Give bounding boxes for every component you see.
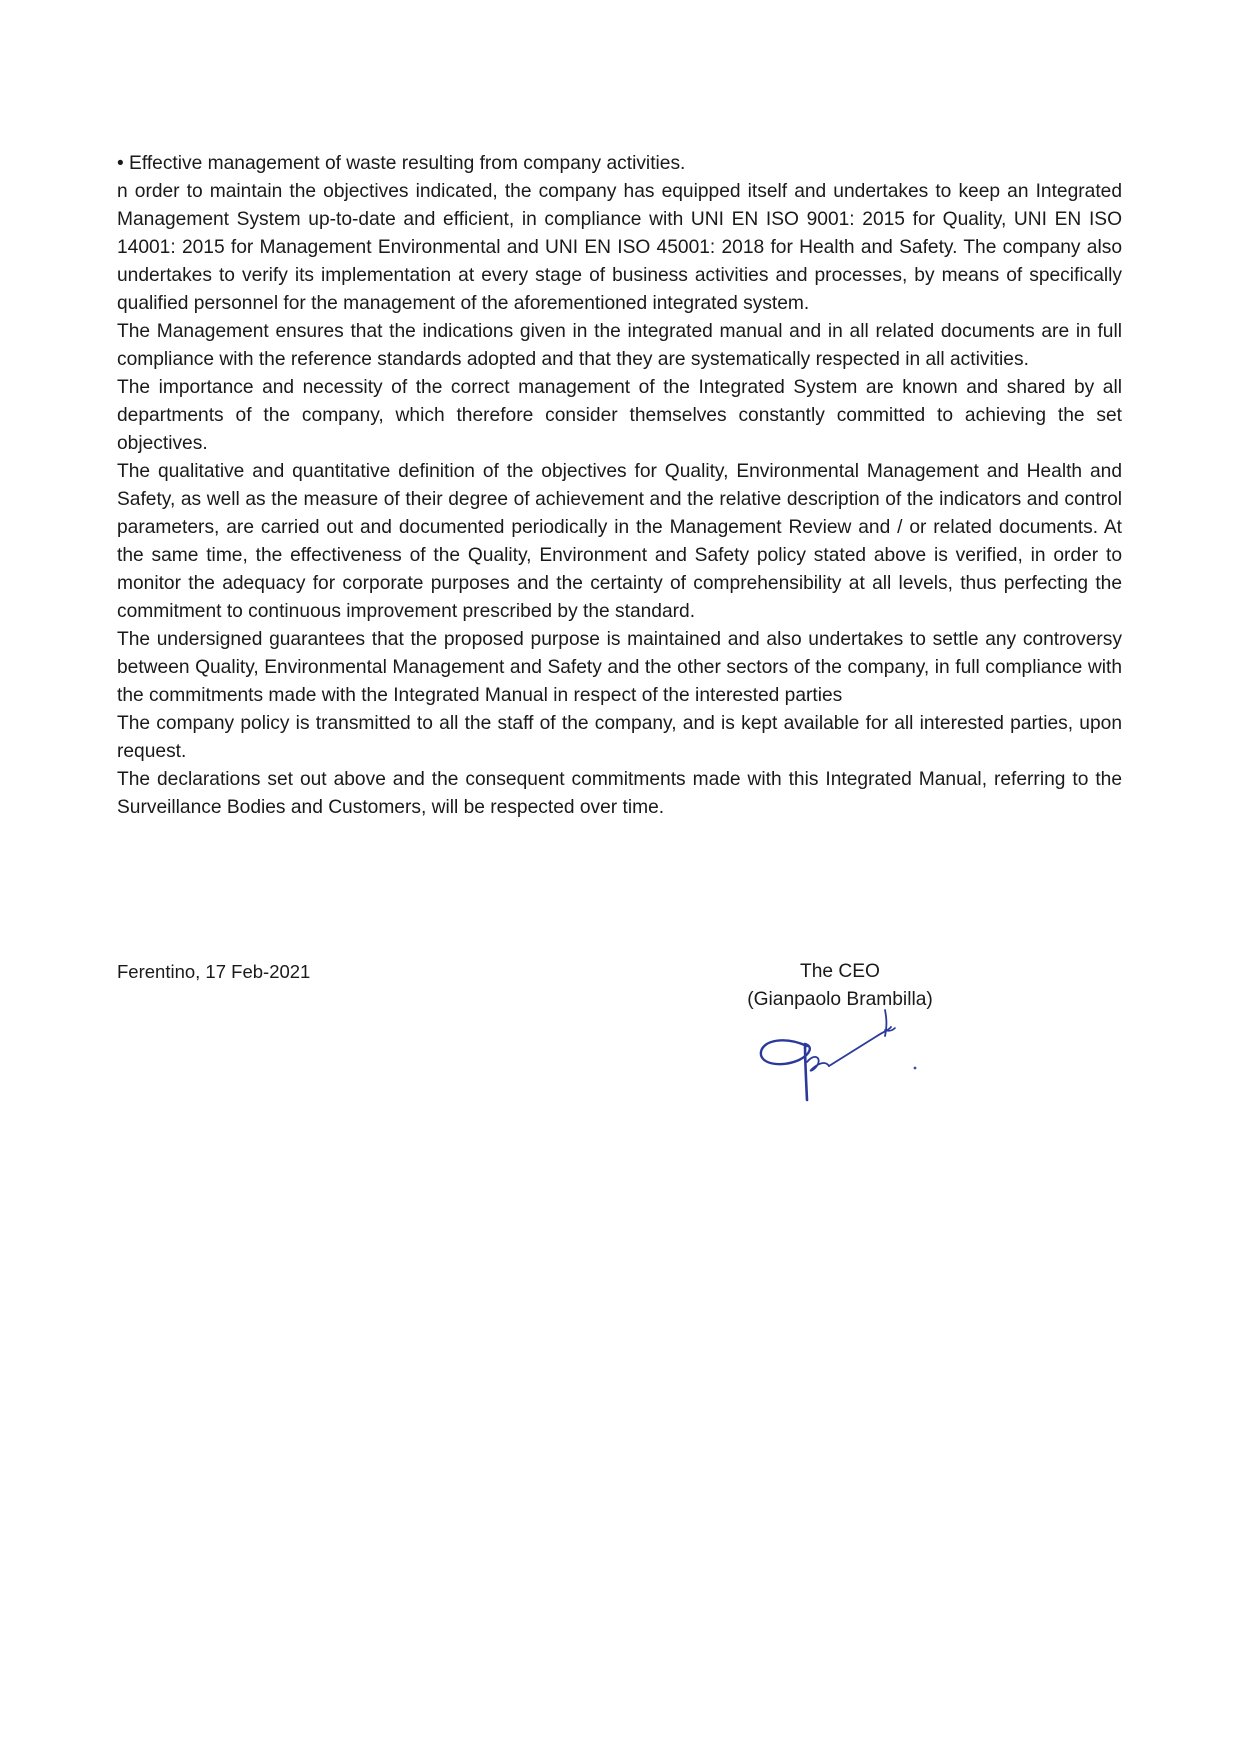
place-date: Ferentino, 17 Feb-2021 [117,961,311,982]
signatory-title: The CEO [800,961,880,982]
paragraph-departments: The importance and necessity of the correct management of the Integrated System are known and shared by all departments of the company, which therefore consider themselves constantly committed to achieving the set objectives. [117,377,1122,454]
policy-body [117,150,1122,822]
paragraph-undersigned-guarantee: The undersigned guarantees that the proposed purpose is maintained and also undertakes to settle any controversy between Quality, Environmental Management and Safety and the other sectors of the company, in full compliance with the commitments made with the Integrated Manual in respect of the interested parties [117,629,1122,706]
paragraph-management-compliance: The Management ensures that the indications given in the integrated manual and in all related documents are in full compliance with the reference standards adopted and that they are systematically respected in all activities. [117,321,1122,370]
paragraph-declarations: The declarations set out above and the consequent commitments made with this Integrated Manual, referring to the Surveillance Bodies and Customers, will be respected over time. [117,769,1122,818]
paragraph-policy-transmission: The company policy is transmitted to all the staff of the company, and is kept available for all interested parties, upon request. [117,713,1122,762]
paragraph-waste-management: • Effective management of waste resulting from company activities. [117,153,686,174]
paragraph-objectives-definition: The qualitative and quantitative definition of the objectives for Quality, Environmental Management and Health and Safety, as well as the measure of their degree of achievement and the relative description of the indicators and control parameters, are carried out and documented periodically in the Management Review and / or related documents. At the same time, the effectiveness of the Quality, Environment and Safety policy stated above is verified, in order to monitor the adequacy for corporate purposes and the certainty of comprehensibility at all levels, thus perfecting the commitment to continuous improvement prescribed by the standard. [117,461,1122,622]
paragraph-integrated-system: n order to maintain the objectives indicated, the company has equipped itself and undertakes to keep an Integrated Management System up-to-date and efficient, in compliance with UNI EN ISO 9001: 2015 for Quality, UNI EN ISO 14001: 2015 for Management Environmental and UNI EN ISO 45001: 2018 for Health and Safety. The company also undertakes to verify its implementation at every stage of business activities and processes, by means of specifically qualified personnel for the management of the aforementioned integrated system. [117,181,1122,314]
handwritten-signature [755,1000,935,1110]
signatory-name: (Gianpaolo Brambilla) [747,989,933,1010]
